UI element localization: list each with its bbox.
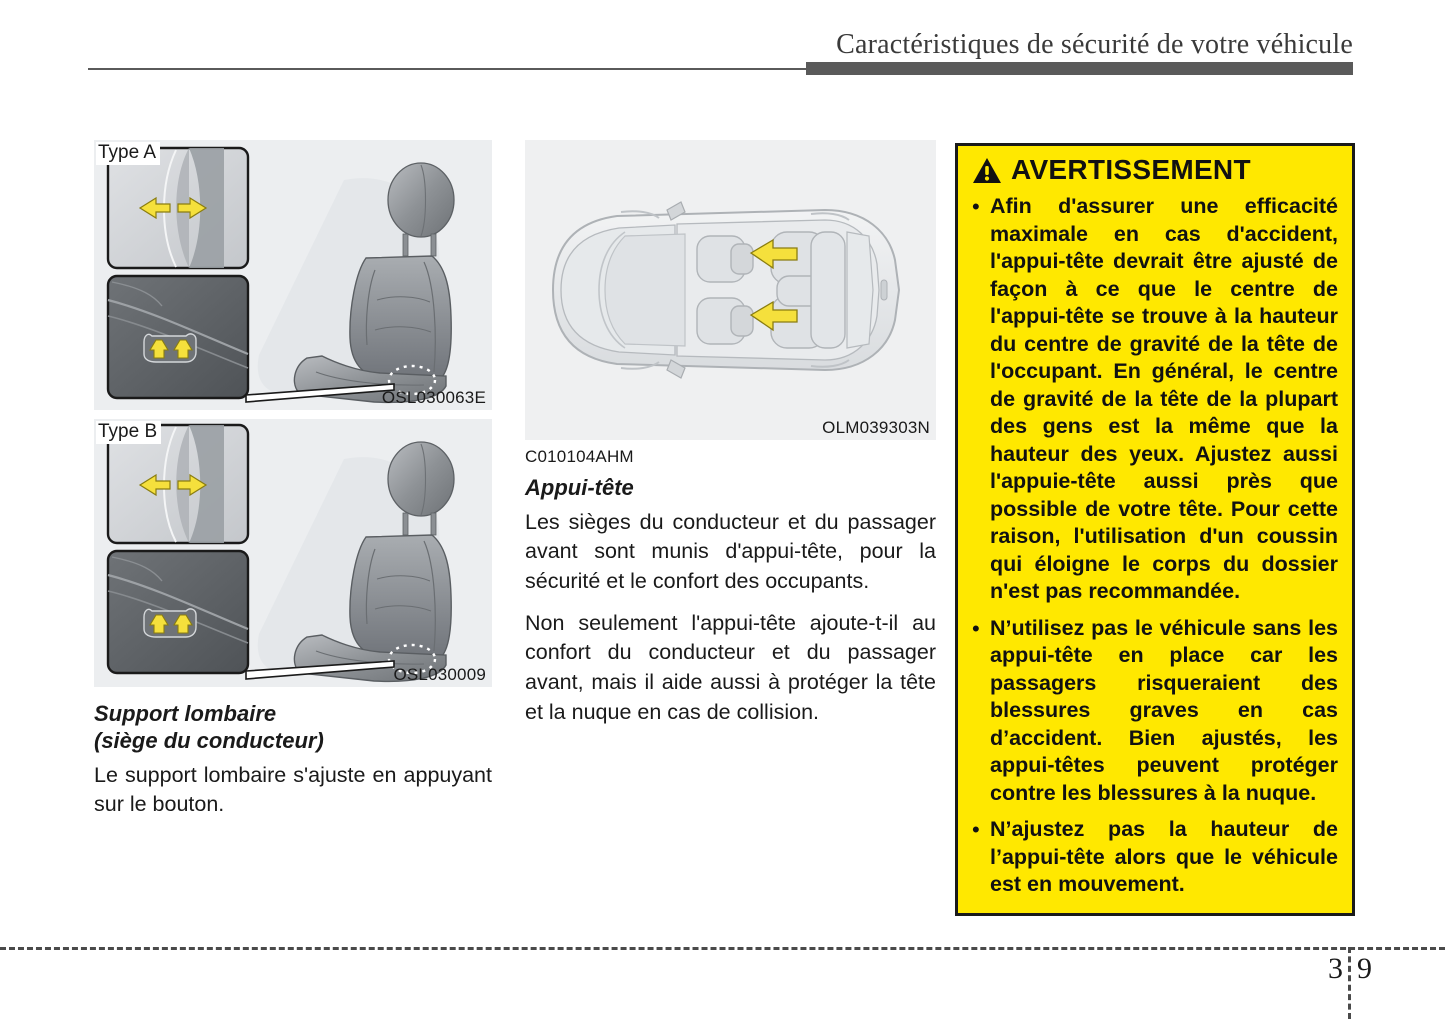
lumbar-support-paragraph: Le support lombaire s'ajuste en appuyant sur le bouton. [94, 762, 492, 817]
warning-title: AVERTISSEMENT [1011, 154, 1251, 185]
warning-item-text: N’ajustez pas la hauteur de l’appui-tête alors que le véhicule est en mouvement. [990, 817, 1338, 897]
figure-type-b-caption: OSL030009 [393, 665, 486, 684]
footer-vertical-divider [1348, 947, 1351, 1019]
figure-lumbar-support-type-a [94, 140, 492, 410]
figure-vehicle-caption: OLM039303N [822, 418, 930, 437]
warning-item-text: N’utilisez pas le véhicule sans les appui-tête en place car les passagers risqueraient des blessures graves en cas d’accident. Bien ajustés, les appui-têtes peuvent protéger contre les blessures à la nuque. [990, 615, 1338, 805]
lumbar-support-heading [94, 701, 492, 755]
seat-illustration-type-a [94, 140, 492, 410]
figure-type-b-label: Type B [96, 421, 161, 444]
figure-vehicle-top-view [525, 140, 936, 440]
warning-item [972, 193, 1338, 606]
middle-column [525, 140, 936, 727]
warning-bullet: • [972, 194, 980, 219]
warning-bullet: • [972, 615, 980, 641]
seat-illustration-type-b [94, 419, 492, 687]
figure-lumbar-support-type-b [94, 419, 492, 687]
headrest-heading: Appui-tête [525, 475, 634, 500]
warning-item [972, 615, 1338, 808]
figure-type-a-label: Type A [96, 142, 160, 165]
vehicle-headrest-diagram [525, 140, 936, 440]
lumbar-support-heading-line1: Support lombaire [94, 701, 277, 726]
warning-item-text: Afin d'assurer une efficacité maximale en cas d'accident, l'appui-tête devrait être ajusté de façon à ce que le centre de l'appui-tête se trouve à la hauteur du centre de gravité de la tête de l'occupant. En général, le centre de gravité de la tête de la plupart des gens est la même que la hauteur des yeux. Ajustez aussi l'appuie-tête aussi près que possible de votre tête. Pour cette raison, l'utilisation d'un coussin qui éloigne le corps du dossier n'est pas recommandée. [990, 194, 1338, 604]
footer-page-number: 9 [1357, 952, 1372, 985]
footer-chapter-number: 3 [1328, 952, 1343, 985]
warning-header [972, 156, 1338, 184]
warning-callout-box [955, 143, 1355, 916]
warning-item [972, 816, 1338, 899]
warning-triangle-icon [972, 157, 1002, 184]
headrest-paragraph-2: Non seulement l'appui-tête ajoute-t-il au confort du conducteur et du passager avant, mais il aide aussi à protéger la tête et la nuque en cas de collision. [525, 610, 936, 724]
headrest-paragraph-1: Les sièges du conducteur et du passager avant sont munis d'appui-tête, pour la sécurité et le confort des occupants. [525, 509, 936, 594]
lumbar-support-heading-line2: (siège du conducteur) [94, 727, 324, 753]
left-column [94, 140, 492, 820]
figure-type-a-caption: OSL030063E [381, 388, 486, 407]
page-title: Caractéristiques de sécurité de votre véhicule [836, 29, 1353, 60]
warning-bullet: • [972, 817, 980, 843]
figure-vehicle-caption-below: C010104AHM [525, 447, 634, 466]
footer-divider [0, 947, 1445, 950]
